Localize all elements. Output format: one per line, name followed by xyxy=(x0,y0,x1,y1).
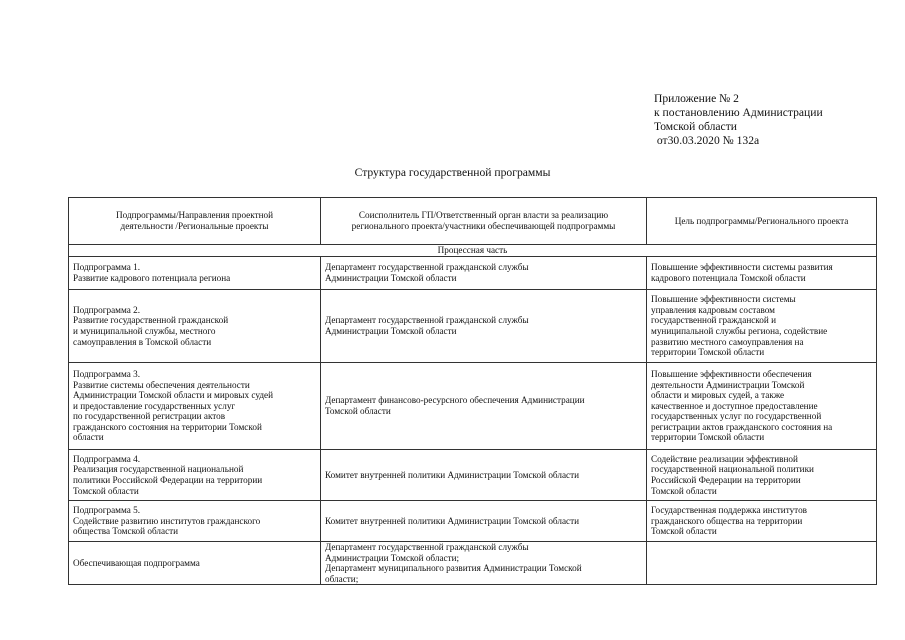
cell-line: Департамент государственной гражданской службы xyxy=(325,262,529,273)
cell-line: Администрации Томской области xyxy=(325,326,457,336)
cell-line: Развитие кадрового потенциала региона xyxy=(73,273,231,283)
cell-line: Подпрограмма 3. xyxy=(73,368,141,379)
appendix-line: Томской области xyxy=(654,120,737,133)
cell-line: Подпрограмма 1. xyxy=(73,262,141,273)
cell-line: территории Томской области xyxy=(651,432,765,443)
cell-line: Обеспечивающая подпрограмма xyxy=(73,557,200,568)
table-row xyxy=(69,257,877,290)
appendix-line: Приложение № 2 xyxy=(654,92,739,105)
cell-line: области и мировых судей, а также xyxy=(651,390,785,401)
cell-line: территории Томской области xyxy=(651,347,765,358)
cell-line: области xyxy=(73,432,104,443)
coexecutor-cell xyxy=(321,290,647,363)
section-row xyxy=(69,245,877,257)
goal-cell xyxy=(647,257,877,290)
goal-cell xyxy=(647,450,877,501)
cell-line: Департамент финансово-ресурсного обеспечения Администрации xyxy=(325,395,585,406)
header-line: Подпрограммы/Направления проектной xyxy=(115,210,274,221)
table-row xyxy=(69,542,877,585)
cell-line: Содействие развитию институтов гражданского xyxy=(73,515,261,526)
cell-line: Повышение эффективности системы xyxy=(651,294,796,305)
coexecutor-cell xyxy=(321,450,647,501)
cell-line: государственных услуг по государственной xyxy=(651,411,822,422)
cell-line: Администрации Томской области; xyxy=(325,552,460,563)
cell-line: Департамент государственной гражданской службы xyxy=(325,542,529,552)
cell-line: и муниципальной службы, местного xyxy=(73,326,216,336)
appendix-line: к постановлению Администрации xyxy=(654,106,823,119)
cell-line: Администрации Томской области и мировых судей xyxy=(73,390,274,401)
cell-line: муниципальной службы региона, содействие xyxy=(651,326,828,336)
cell-line: Подпрограмма 4. xyxy=(73,453,141,464)
subprogram-cell xyxy=(69,450,321,501)
header-line: Цель подпрограммы/Регионального проекта xyxy=(674,215,849,226)
goal-cell xyxy=(647,290,877,363)
cell-line: Развитие государственной гражданской xyxy=(73,315,229,326)
cell-line: кадрового потенциала Томской области xyxy=(651,273,806,283)
appendix-line: от30.03.2020 № 132а xyxy=(654,134,760,147)
header-cell-coexecutor xyxy=(321,198,647,245)
table-row xyxy=(69,363,877,450)
table-row xyxy=(69,450,877,501)
goal-cell xyxy=(647,542,877,585)
coexecutor-cell xyxy=(321,501,647,542)
header-cell-goal xyxy=(647,198,877,245)
cell-line: развитию местного самоуправления на xyxy=(651,336,804,347)
header-cell-subprograms xyxy=(69,198,321,245)
cell-line: деятельности Администрации Томской xyxy=(651,379,805,390)
subprogram-cell xyxy=(69,501,321,542)
coexecutor-cell xyxy=(321,542,647,585)
subprogram-cell xyxy=(69,363,321,450)
appendix-block xyxy=(654,92,823,148)
header-line: деятельности /Региональные проекты xyxy=(120,221,269,231)
cell-line: Подпрограмма 5. xyxy=(73,505,141,516)
section-label: Процессная часть xyxy=(69,245,877,257)
cell-line: самоуправления в Томской области xyxy=(73,336,212,347)
header-line: Соисполнитель ГП/Ответственный орган власти за реализацию xyxy=(358,210,609,221)
cell-line: политики Российской Федерации на территории xyxy=(73,475,263,485)
cell-line: Российской Федерации на территории xyxy=(651,475,801,485)
cell-line: Содействие реализации эффективной xyxy=(651,453,798,464)
cell-line: Комитет внутренней политики Администрации Томской области xyxy=(325,469,580,480)
cell-line: Томской области xyxy=(651,526,717,537)
cell-line: Департамент государственной гражданской службы xyxy=(325,315,529,326)
table-header-row xyxy=(69,198,877,245)
cell-line: Департамент муниципального развития Администрации Томской xyxy=(325,563,582,574)
subprogram-cell xyxy=(69,290,321,363)
cell-line: государственной национальной политики xyxy=(651,464,814,475)
subprogram-cell xyxy=(69,542,321,585)
cell-line: общества Томской области xyxy=(73,526,179,537)
cell-line: Повышение эффективности обеспечения xyxy=(651,368,812,379)
cell-line: гражданского состояния на территории Томской xyxy=(73,421,262,432)
cell-line: и предоставление государственных услуг xyxy=(73,400,236,411)
cell-line: Развитие системы обеспечения деятельности xyxy=(73,379,250,390)
cell-line: государственной гражданской и xyxy=(651,315,777,326)
header-line: регионального проекта/участники обеспечивающей подпрограммы xyxy=(351,221,616,231)
cell-line: Томской области xyxy=(73,485,139,496)
cell-line: Государственная поддержка институтов xyxy=(651,505,808,516)
cell-line: Администрации Томской области xyxy=(325,273,457,283)
cell-line: области; xyxy=(325,573,359,584)
cell-line: Томской области xyxy=(325,406,391,416)
document-title: Структура государственной программы xyxy=(354,166,551,179)
cell-line: Томской области xyxy=(651,485,717,496)
cell-line: управления кадровым составом xyxy=(651,304,775,315)
cell-line: по государственной регистрации актов xyxy=(73,411,226,422)
cell-line: качественное и доступное предоставление xyxy=(651,400,818,411)
program-structure-table xyxy=(68,197,877,585)
cell-line: регистрации актов гражданского состояния на xyxy=(651,421,833,432)
cell-line: гражданского общества на территории xyxy=(651,515,803,526)
cell-line: Подпрограмма 2. xyxy=(73,304,141,315)
cell-line: Реализация государственной национальной xyxy=(73,464,244,475)
coexecutor-cell xyxy=(321,257,647,290)
cell-line: Повышение эффективности системы развития xyxy=(651,262,833,273)
goal-cell xyxy=(647,363,877,450)
table-row xyxy=(69,501,877,542)
goal-cell xyxy=(647,501,877,542)
cell-line: Комитет внутренней политики Администрации Томской области xyxy=(325,515,580,526)
coexecutor-cell xyxy=(321,363,647,450)
subprogram-cell xyxy=(69,257,321,290)
table-row xyxy=(69,290,877,363)
